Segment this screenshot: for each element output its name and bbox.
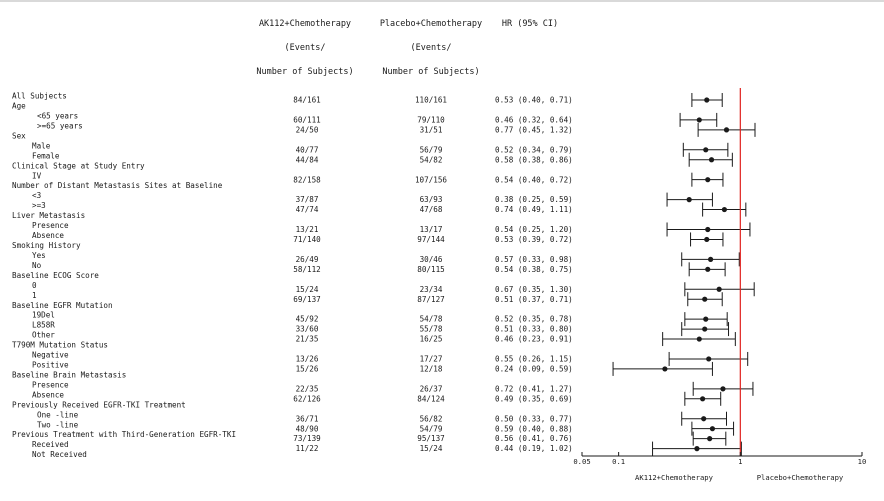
placebo-events: 15/24 bbox=[419, 444, 443, 454]
placebo-events: 87/127 bbox=[417, 294, 445, 304]
placebo-events: 30/46 bbox=[419, 254, 443, 264]
header-ak-events: (Events/ bbox=[284, 43, 326, 53]
header-placebo-title: Placebo+Chemotherapy bbox=[379, 19, 483, 29]
ak-events: 62/126 bbox=[293, 394, 321, 404]
hr-ci-text: 0.54 (0.25, 1.20) bbox=[495, 225, 573, 235]
row-label: 19Del bbox=[32, 310, 55, 320]
hr-point bbox=[697, 336, 702, 341]
hr-point bbox=[703, 147, 708, 152]
ak-events: 24/50 bbox=[295, 125, 319, 135]
placebo-events: 54/82 bbox=[419, 155, 443, 165]
hr-ci-text: 0.24 (0.09, 0.59) bbox=[495, 364, 573, 374]
hr-ci-text: 0.58 (0.38, 0.86) bbox=[495, 155, 573, 165]
row-label: Smoking History bbox=[12, 241, 81, 250]
hr-ci-text: 0.67 (0.35, 1.30) bbox=[495, 284, 573, 294]
ak-events: 21/35 bbox=[295, 334, 319, 344]
hr-ci-text: 0.51 (0.37, 0.71) bbox=[495, 294, 573, 304]
row-label: All Subjects bbox=[12, 91, 67, 101]
hr-ci-text: 0.77 (0.45, 1.32) bbox=[495, 125, 573, 135]
hr-point bbox=[697, 117, 702, 122]
hr-point bbox=[707, 436, 712, 441]
placebo-events: 84/124 bbox=[417, 394, 445, 404]
hr-ci-text: 0.55 (0.26, 1.15) bbox=[495, 354, 573, 364]
ak-events: 73/139 bbox=[293, 434, 321, 444]
hr-ci-text: 0.53 (0.39, 0.72) bbox=[495, 235, 573, 245]
hr-ci-text: 0.54 (0.38, 0.75) bbox=[495, 264, 573, 274]
x-tick-label: 10 bbox=[857, 457, 867, 466]
row-label: One -line bbox=[37, 410, 79, 420]
ak-events: 60/111 bbox=[293, 115, 321, 125]
hr-point bbox=[705, 177, 710, 182]
placebo-events: 17/27 bbox=[419, 354, 443, 364]
x-tick-label: 0.1 bbox=[612, 457, 626, 466]
hr-point bbox=[702, 326, 707, 331]
hr-ci-text: 0.56 (0.41, 0.76) bbox=[495, 434, 573, 444]
placebo-events: 107/156 bbox=[414, 175, 448, 185]
placebo-events: 12/18 bbox=[419, 364, 443, 374]
hr-point bbox=[720, 386, 725, 391]
hr-point bbox=[705, 267, 710, 272]
placebo-events: 13/17 bbox=[419, 225, 443, 235]
ak-events: 84/161 bbox=[293, 95, 321, 105]
hr-ci-text: 0.50 (0.33, 0.77) bbox=[495, 414, 573, 424]
hr-point bbox=[687, 197, 692, 202]
placebo-events: 110/161 bbox=[414, 95, 448, 105]
placebo-events: 63/93 bbox=[419, 195, 443, 205]
ak-events: 15/26 bbox=[295, 364, 319, 374]
row-label: Not Received bbox=[32, 450, 87, 460]
header-placebo-subjects: Number of Subjects) bbox=[382, 67, 480, 77]
ak-events: 36/71 bbox=[295, 414, 319, 424]
header-ak-title: AK112+Chemotherapy bbox=[258, 19, 352, 29]
row-label: Clinical Stage at Study Entry bbox=[12, 161, 145, 171]
hr-ci-text: 0.52 (0.34, 0.79) bbox=[495, 145, 573, 155]
hr-point bbox=[706, 356, 711, 361]
row-label: Previously Received EGFR-TKI Treatment bbox=[12, 400, 186, 410]
ak-events: 69/137 bbox=[293, 294, 321, 304]
row-label: Sex bbox=[12, 131, 26, 141]
hr-point bbox=[710, 426, 715, 431]
ak-events: 48/90 bbox=[295, 424, 319, 434]
header-hr-title: HR (95% CI) bbox=[501, 19, 559, 29]
hr-ci-text: 0.54 (0.40, 0.72) bbox=[495, 175, 573, 185]
hr-point bbox=[704, 97, 709, 102]
ak-events: 58/112 bbox=[293, 264, 321, 274]
hr-ci-text: 0.38 (0.25, 0.59) bbox=[495, 195, 573, 205]
row-label: Liver Metastasis bbox=[12, 211, 86, 221]
x-tick-label: 0.05 bbox=[573, 457, 591, 466]
placebo-events: 97/144 bbox=[417, 235, 445, 245]
hr-point bbox=[694, 446, 699, 451]
row-label: Absence bbox=[32, 231, 65, 241]
ak-events: 13/26 bbox=[295, 354, 319, 364]
ak-events: 47/74 bbox=[295, 205, 319, 215]
hr-ci-text: 0.46 (0.23, 0.91) bbox=[495, 334, 573, 344]
row-label: Age bbox=[12, 101, 26, 111]
row-label: Male bbox=[32, 141, 51, 151]
hr-point bbox=[717, 287, 722, 292]
placebo-events: 23/34 bbox=[419, 284, 443, 294]
ak-events: 82/158 bbox=[293, 175, 321, 185]
placebo-events: 95/137 bbox=[417, 434, 445, 444]
placebo-events: 16/25 bbox=[419, 334, 443, 344]
x-tick-label: 1 bbox=[738, 457, 743, 466]
hr-ci-text: 0.59 (0.40, 0.88) bbox=[495, 424, 573, 434]
hr-ci-text: 0.72 (0.41, 1.27) bbox=[495, 384, 573, 394]
hr-ci-text: 0.74 (0.49, 1.11) bbox=[495, 205, 573, 215]
ak-events: 15/24 bbox=[295, 284, 319, 294]
hr-ci-text: 0.51 (0.33, 0.80) bbox=[495, 324, 573, 334]
hr-point bbox=[701, 416, 706, 421]
row-label: Female bbox=[32, 151, 60, 161]
row-label: Presence bbox=[32, 221, 69, 231]
hr-ci-text: 0.52 (0.35, 0.78) bbox=[495, 314, 573, 324]
placebo-events: 80/115 bbox=[417, 264, 445, 274]
hr-ci-text: 0.57 (0.33, 0.98) bbox=[495, 254, 573, 264]
placebo-events: 55/78 bbox=[419, 324, 443, 334]
hr-point bbox=[702, 297, 707, 302]
placebo-events: 26/37 bbox=[419, 384, 443, 394]
hr-point bbox=[703, 317, 708, 322]
row-label: Other bbox=[32, 330, 55, 340]
row-label: T790M Mutation Status bbox=[12, 340, 109, 350]
ak-events: 26/49 bbox=[295, 254, 319, 264]
forest-axis bbox=[573, 88, 866, 482]
placebo-events: 54/78 bbox=[419, 314, 443, 324]
row-label: >=65 years bbox=[37, 121, 83, 131]
ak-events: 37/87 bbox=[295, 195, 319, 205]
ak-events: 33/60 bbox=[295, 324, 319, 334]
row-label: IV bbox=[32, 171, 42, 181]
hr-point bbox=[709, 157, 714, 162]
placebo-events: 56/79 bbox=[419, 145, 443, 155]
hr-point bbox=[704, 237, 709, 242]
row-label: <3 bbox=[32, 191, 42, 201]
row-label: Yes bbox=[32, 250, 46, 260]
ak-events: 11/22 bbox=[295, 444, 319, 454]
placebo-events: 79/110 bbox=[417, 115, 445, 125]
hr-ci-text: 0.53 (0.40, 0.71) bbox=[495, 95, 573, 105]
row-label: Number of Distant Metastasis Sites at Baseline bbox=[12, 181, 223, 191]
ak-events: 13/21 bbox=[295, 225, 319, 235]
hr-point bbox=[662, 366, 667, 371]
row-label: <65 years bbox=[37, 111, 79, 121]
placebo-events: 56/82 bbox=[419, 414, 443, 424]
hr-point bbox=[722, 207, 727, 212]
row-label: Positive bbox=[32, 360, 69, 370]
hr-point bbox=[724, 127, 729, 132]
row-label: Received bbox=[32, 440, 69, 450]
row-label: Absence bbox=[32, 390, 65, 400]
row-label: Baseline EGFR Mutation bbox=[12, 300, 113, 310]
hr-ci-text: 0.46 (0.32, 0.64) bbox=[495, 115, 573, 125]
hr-point bbox=[708, 257, 713, 262]
placebo-events: 54/79 bbox=[419, 424, 443, 434]
row-label: 1 bbox=[32, 290, 37, 300]
hr-ci-text: 0.49 (0.35, 0.69) bbox=[495, 394, 573, 404]
placebo-events: 47/68 bbox=[419, 205, 443, 215]
row-label: Baseline Brain Metastasis bbox=[12, 370, 127, 380]
xlabel-right: Placebo+Chemotherapy bbox=[756, 473, 844, 482]
row-label: Previous Treatment with Third-Generation EGFR-TKI bbox=[12, 430, 237, 440]
row-label: Negative bbox=[32, 350, 69, 360]
forest-rows bbox=[12, 92, 755, 460]
row-label: Baseline ECOG Score bbox=[12, 270, 99, 280]
row-label: Presence bbox=[32, 380, 69, 390]
header-ak-subjects: Number of Subjects) bbox=[256, 67, 354, 77]
ak-events: 71/140 bbox=[293, 235, 321, 245]
ak-events: 45/92 bbox=[295, 314, 319, 324]
header-placebo-events: (Events/ bbox=[410, 43, 452, 53]
row-label: No bbox=[32, 260, 42, 270]
row-label: >=3 bbox=[32, 201, 46, 211]
hr-point bbox=[700, 396, 705, 401]
hr-ci-text: 0.44 (0.19, 1.02) bbox=[495, 444, 573, 454]
ak-events: 22/35 bbox=[295, 384, 319, 394]
placebo-events: 31/51 bbox=[419, 125, 443, 135]
xlabel-left: AK112+Chemotherapy bbox=[635, 473, 713, 482]
row-label: 0 bbox=[32, 280, 37, 290]
row-label: Two -line bbox=[37, 420, 79, 430]
hr-point bbox=[705, 227, 710, 232]
ak-events: 44/84 bbox=[295, 155, 319, 165]
row-label: L858R bbox=[32, 320, 55, 330]
ak-events: 40/77 bbox=[295, 145, 319, 155]
